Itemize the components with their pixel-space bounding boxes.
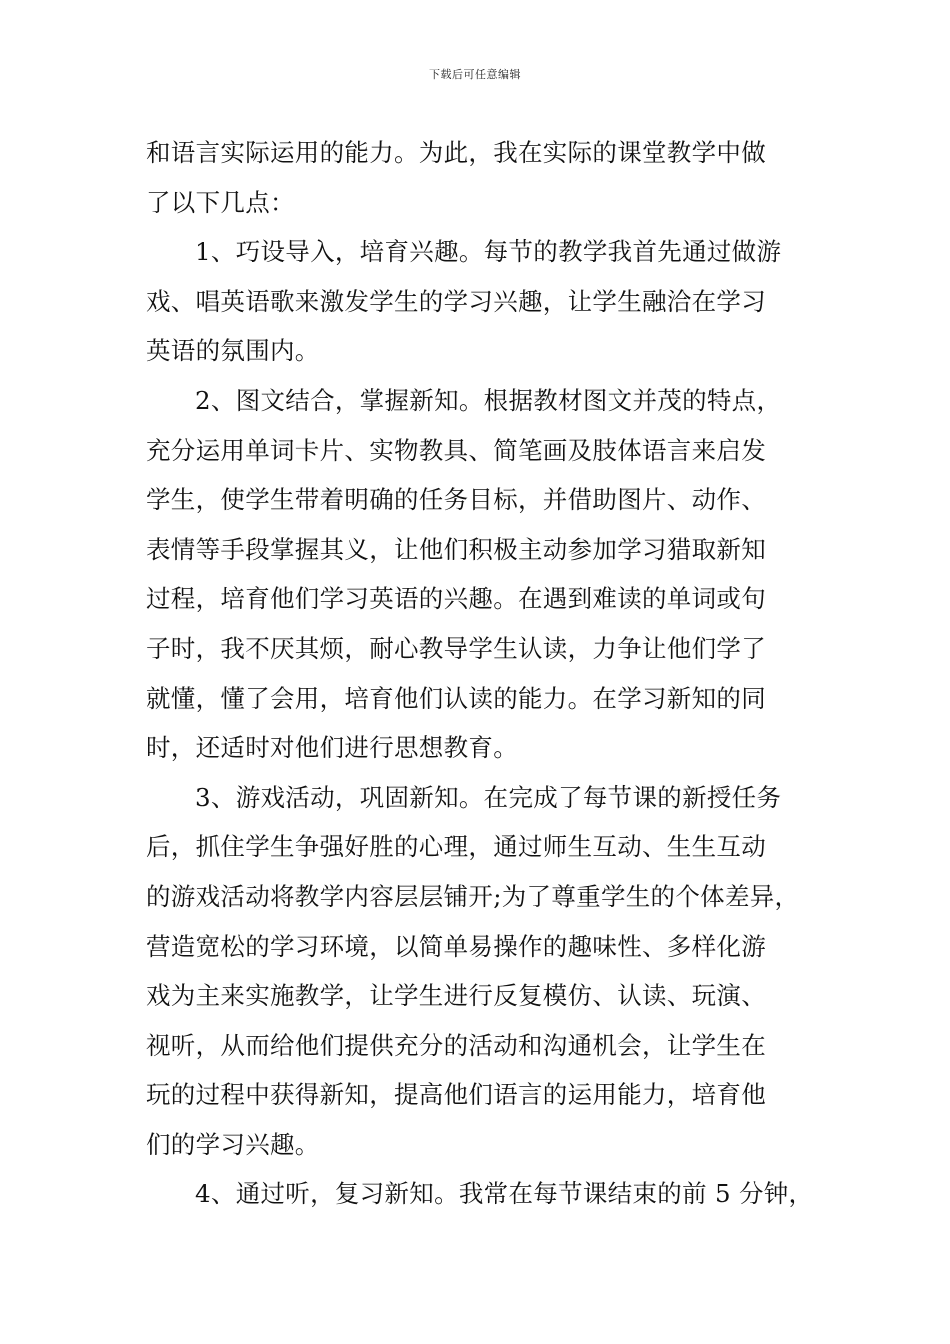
text-line: 过程，培育他们学习英语的兴趣。在遇到难读的单词或句 bbox=[146, 584, 766, 614]
text-line: 了以下几点： bbox=[146, 187, 295, 217]
text-line: 戏为主来实施教学，让学生进行反复模仿、认读、玩演、 bbox=[146, 981, 766, 1011]
paragraph-start-line: 4、通过听，复习新知。我常在每节课结束的前 5 分钟， bbox=[195, 1179, 814, 1209]
text-line: 戏、唱英语歌来激发学生的学习兴趣，让学生融洽在学习 bbox=[146, 286, 766, 316]
text-line: 玩的过程中获得新知，提高他们语言的运用能力，培育他 bbox=[146, 1080, 766, 1110]
paragraph-start-line: 3、游戏活动，巩固新知。在完成了每节课的新授任务 bbox=[195, 782, 782, 812]
text-line: 英语的氛围内。 bbox=[146, 336, 320, 366]
paragraph-start-line: 2、图文结合，掌握新知。根据教材图文并茂的特点， bbox=[195, 385, 782, 415]
text-line: 学生，使学生带着明确的任务目标，并借助图片、动作、 bbox=[146, 485, 766, 515]
text-line: 们的学习兴趣。 bbox=[146, 1129, 320, 1159]
document-body bbox=[146, 128, 830, 1219]
text-line: 营造宽松的学习环境，以简单易操作的趣味性、多样化游 bbox=[146, 931, 766, 961]
text-line: 时，还适时对他们进行思想教育。 bbox=[146, 733, 518, 763]
paragraph-start-line: 1、巧设导入，培育兴趣。每节的教学我首先通过做游 bbox=[195, 237, 782, 267]
page-header: 下载后可任意编辑 bbox=[429, 68, 521, 81]
text-line: 视听，从而给他们提供充分的活动和沟通机会，让学生在 bbox=[146, 1030, 766, 1060]
text-line: 充分运用单词卡片、实物教具、简笔画及肢体语言来启发 bbox=[146, 435, 766, 465]
text-line: 后，抓住学生争强好胜的心理，通过师生互动、生生互动 bbox=[146, 832, 766, 862]
text-line: 和语言实际运用的能力。为此，我在实际的课堂教学中做 bbox=[146, 138, 766, 167]
text-line: 表情等手段掌握其义，让他们积极主动参加学习猎取新知 bbox=[146, 534, 766, 564]
text-line: 的游戏活动将教学内容层层铺开;为了尊重学生的个体差异， bbox=[146, 881, 800, 911]
text-line: 就懂，懂了会用，培育他们认读的能力。在学习新知的同 bbox=[146, 683, 766, 713]
text-line: 子时，我不厌其烦，耐心教导学生认读，力争让他们学了 bbox=[146, 633, 766, 663]
